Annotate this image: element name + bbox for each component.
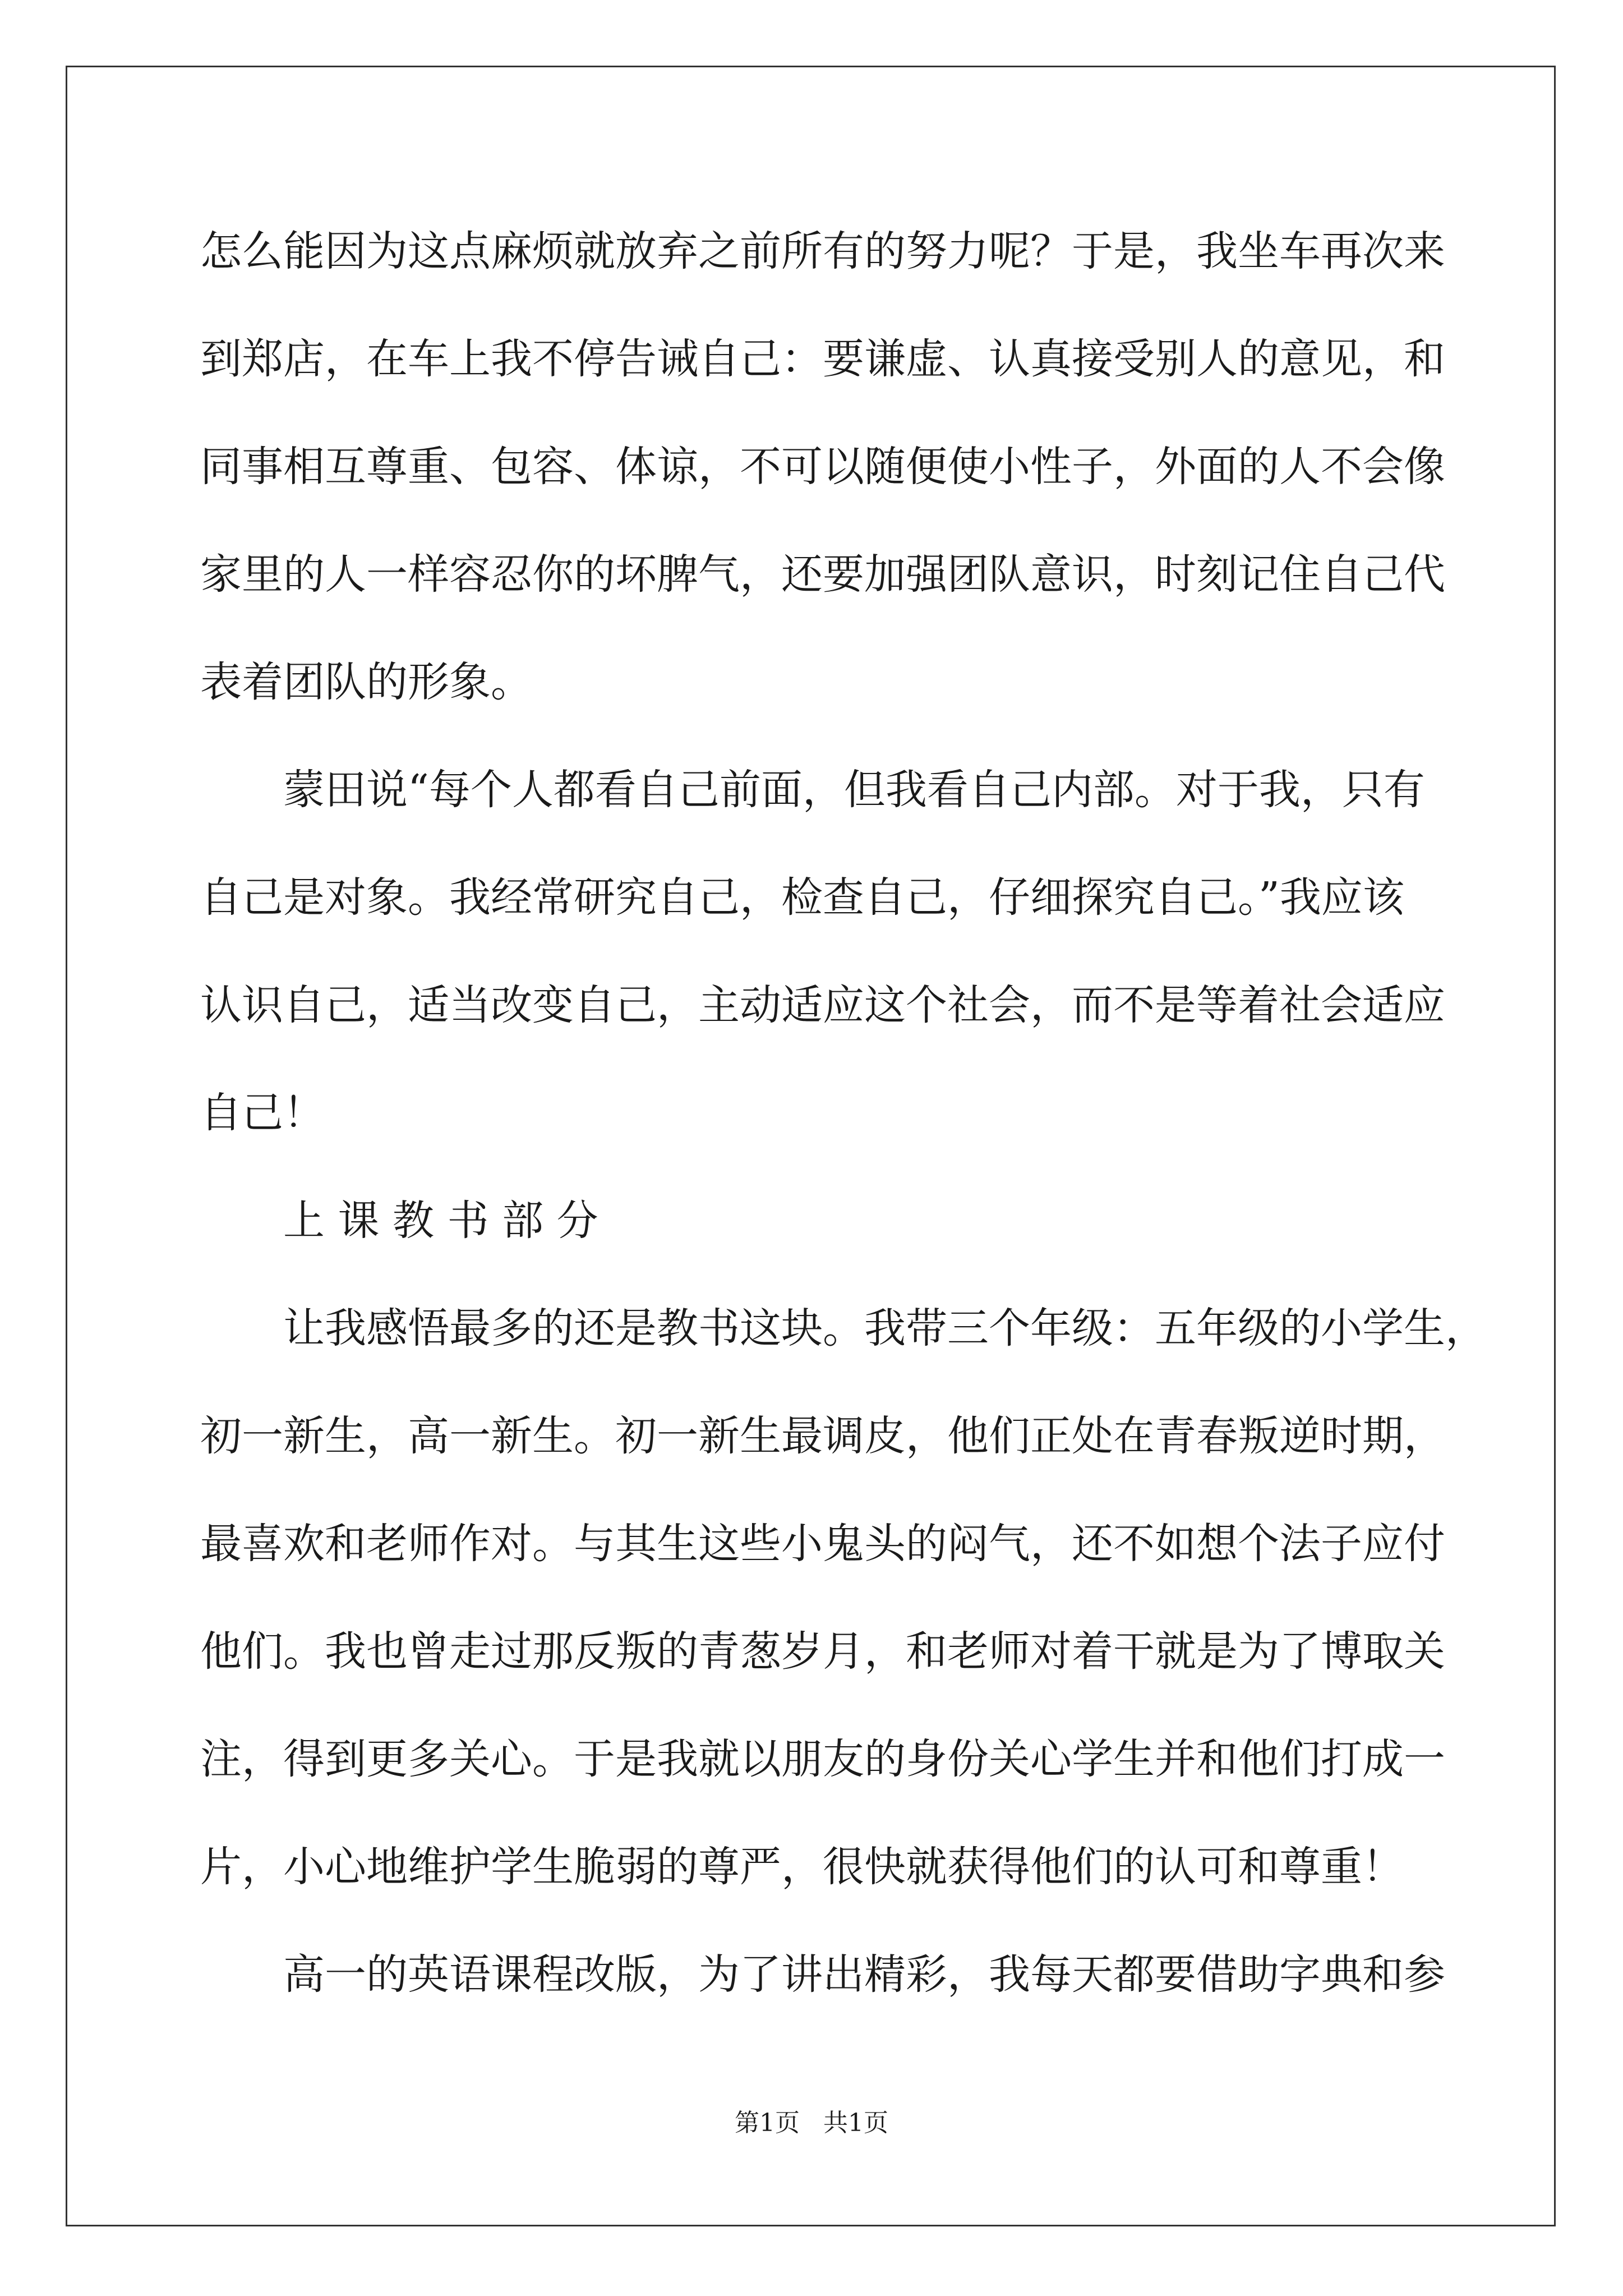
text-line: 到郑店，在车上我不停告诫自己：要谦虚、认真接受别人的意见，和: [200, 335, 1445, 383]
text-line: 初一新生，高一新生。初一新生最调皮，他们正处在青春叛逆时期，: [200, 1412, 1445, 1460]
text-line: 认识自己，适当改变自己，主动适应这个社会，而不是等着社会适应: [200, 981, 1445, 1029]
text-line: 高一的英语课程改版，为了讲出精彩，我每天都要借助字典和参: [283, 1950, 1445, 1999]
text-line: 他们。我也曾走过那反叛的青葱岁月，和老师对着干就是为了博取关: [200, 1627, 1445, 1676]
text-line: 自己是对象。我经常研究自己，检查自己，仔细探究自己。”我应该: [200, 873, 1404, 922]
page-border: [66, 66, 1556, 2226]
text-line: 最喜欢和老师作对。与其生这些小鬼头的闷气，还不如想个法子应付: [200, 1520, 1445, 1568]
text-line: 表着团队的形象。: [200, 658, 532, 706]
text-line: 让我感悟最多的还是教书这块。我带三个年级：五年级的小学生，: [283, 1304, 1487, 1352]
text-line: 自己！: [200, 1089, 325, 1137]
text-line: 怎么能因为这点麻烦就放弃之前所有的努力呢？于是，我坐车再次来: [200, 227, 1445, 275]
text-line: 蒙田说“每个人都看自己前面，但我看自己内部。对于我，只有: [283, 766, 1425, 814]
text-line: 家里的人一样容忍你的坏脾气，还要加强团队意识，时刻记住自己代: [200, 550, 1445, 599]
text-line: 注，得到更多关心。于是我就以朋友的身份关心学生并和他们打成一: [200, 1735, 1445, 1783]
section-heading: 上 课 教 书 部 分: [283, 1197, 598, 1245]
page-footer: 第1页 共1页: [735, 2109, 888, 2137]
text-line: 同事相互尊重、包容、体谅，不可以随便使小性子，外面的人不会像: [200, 443, 1445, 491]
text-line: 片，小心地维护学生脆弱的尊严，很快就获得他们的认可和尊重！: [200, 1843, 1404, 1891]
